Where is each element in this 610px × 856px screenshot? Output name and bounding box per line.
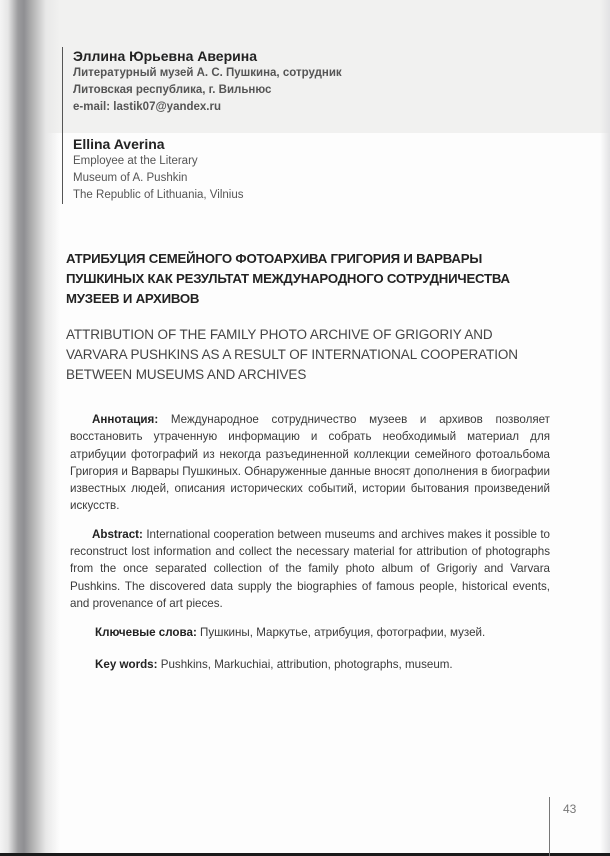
page-number: 43 bbox=[563, 802, 577, 816]
keywords-en bbox=[95, 656, 550, 673]
abstract-en-text: International cooperation between museums and archives makes it possible to reconstruct lost information and collect the necessary material for attribution of photographs from the once separated collection of the family photo album of Grigoriy and Varvara Pushkins. The discovered data supply the biographies of famous people, historical events, and provenance of art pieces. bbox=[70, 527, 550, 610]
keywords-ru bbox=[95, 624, 550, 641]
abstract-en-label: Abstract: bbox=[92, 527, 143, 541]
author-block bbox=[62, 47, 533, 204]
article-title-en: ATTRIBUTION OF THE FAMILY PHOTO ARCHIVE OF GRIGORIY AND VARVARA PUSHKINS AS A RESULT OF INTERNATIONAL COOPERATION BETWEEN MUSEUMS AND ARCHIVES bbox=[66, 327, 518, 382]
abstract-en bbox=[70, 526, 550, 612]
author-affiliation-en-line1: Employee at the Literary bbox=[73, 155, 198, 167]
author-affiliation-en-line2: Museum of A. Pushkin bbox=[73, 172, 188, 184]
author-info-en bbox=[73, 135, 533, 204]
keywords-ru-label: Ключевые слова: bbox=[95, 626, 197, 640]
article-title-ru: АТРИБУЦИЯ СЕМЕЙНОГО ФОТОАРХИВА ГРИГОРИЯ И ВАРВАРЫ ПУШКИНЫХ КАК РЕЗУЛЬТАТ МЕЖДУНАРОДНОГО СОТРУДНИЧЕСТВА МУЗЕЕВ И АРХИВОВ bbox=[66, 251, 510, 306]
author-info-ru bbox=[73, 47, 533, 116]
abstract-ru-text: Международное сотрудничество музеев и архивов позволяет восстановить утраченную информацию и собрать необходимый материал для атрибуции фотографий из некогда разъединенной коллекции семейного фотоальбома Григория и Варвары Пушкиных. Обнаруженные данные вносят дополнения в биографии известных людей, описания исторических событий, истории бытования произведений искусств. bbox=[70, 413, 550, 513]
abstract-ru-label: Аннотация: bbox=[92, 413, 159, 426]
page-number-rule bbox=[549, 797, 550, 856]
author-name-ru: Эллина Юрьевна Аверина bbox=[73, 48, 257, 64]
author-location-ru: Литовская республика, г. Вильнюс bbox=[73, 84, 272, 96]
author-name-en: Ellina Averina bbox=[73, 136, 165, 152]
keywords-en-text: Pushkins, Markuchiai, attribution, photographs, museum. bbox=[160, 657, 453, 671]
author-location-en: The Republic of Lithuania, Vilnius bbox=[73, 189, 244, 201]
keywords-en-label: Key words: bbox=[95, 657, 158, 671]
author-email: e-mail: lastik07@yandex.ru bbox=[73, 101, 222, 113]
author-affiliation-ru: Литературный музей А. С. Пушкина, сотрудник bbox=[73, 67, 342, 79]
abstract-ru bbox=[70, 411, 550, 515]
keywords-ru-text: Пушкины, Маркутье, атрибуция, фотографии, музей. bbox=[200, 626, 486, 640]
